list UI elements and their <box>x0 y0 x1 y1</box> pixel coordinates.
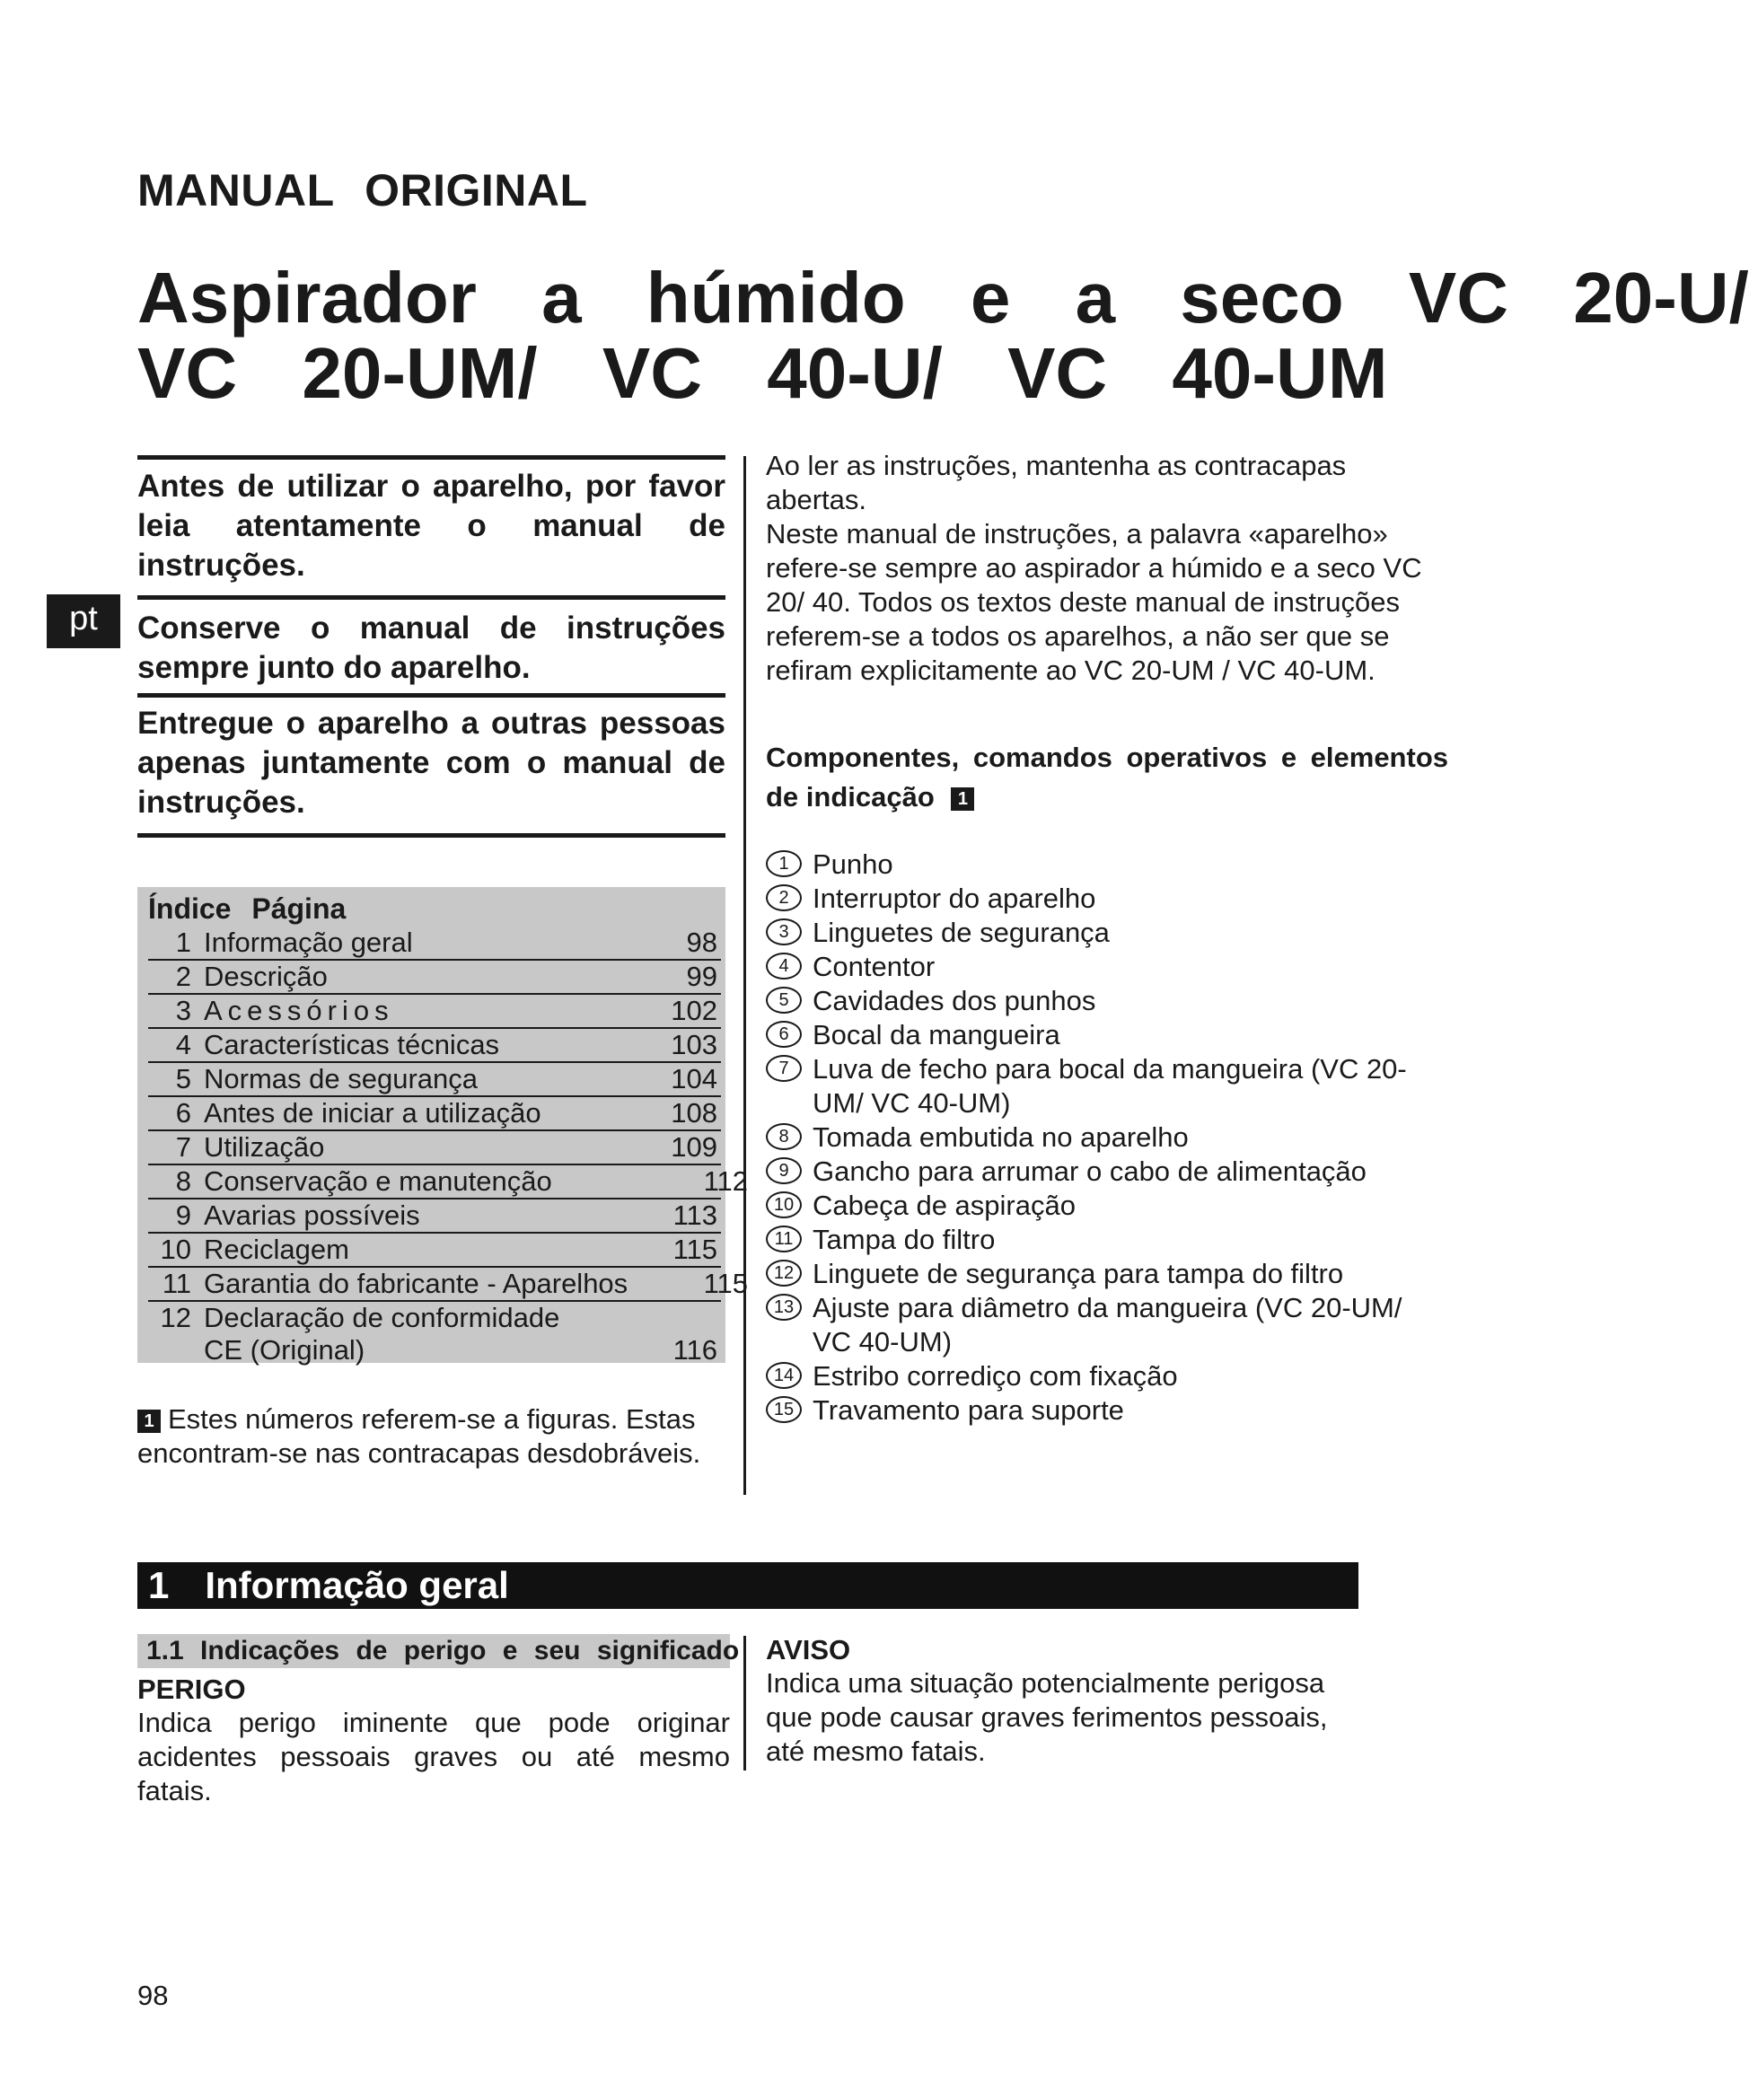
danger-text: Indica perigo iminente que pode originar acidentes pessoais graves ou até mesmo fatais. <box>137 1707 730 1806</box>
toc-page: 99 <box>686 961 717 992</box>
danger-heading: PERIGO <box>137 1674 246 1705</box>
item-number-badge: 3 <box>766 918 802 945</box>
figure-number-icon: 1 <box>137 1410 161 1433</box>
toc-page: 98 <box>686 927 717 958</box>
toc-label: Normas de segurança <box>204 1063 478 1094</box>
item-number-badge: 15 <box>766 1396 802 1423</box>
figure-note <box>137 1402 730 1471</box>
components-heading: Componentes, comandos operativos e elementos de indicação 1 <box>766 742 1448 813</box>
toc-page: 113 <box>672 1199 717 1231</box>
table-of-contents <box>137 887 748 1366</box>
toc-label: Avarias possíveis <box>204 1199 420 1231</box>
toc-row[interactable]: 8 Conservação e manutenção 112 <box>148 1165 721 1199</box>
toc-page: 115 <box>672 1234 717 1265</box>
section-heading <box>137 1562 1358 1609</box>
toc-label: Declaração de conformidade CE (Original) <box>204 1302 560 1366</box>
toc-page: 108 <box>671 1097 717 1129</box>
figure-note-text: Estes números referem-se a figuras. Estas encontram-se nas contracapas desdobráveis. <box>137 1403 701 1469</box>
list-item: 10 Cabeça de aspiração <box>766 1189 1448 1223</box>
list-item: 15 Travamento para suporte <box>766 1393 1448 1428</box>
notice-keep-manual: Conserve o manual de instruções sempre junto do aparelho. <box>137 611 725 685</box>
page-title <box>137 260 1749 411</box>
warning-text: Indica uma situação potencialmente perigosa que pode causar graves ferimentos pessoais, até mesmo fatais. <box>766 1667 1328 1767</box>
toc-page: 103 <box>671 1029 717 1060</box>
item-number-badge: 2 <box>766 884 802 911</box>
components-list <box>766 848 1448 1428</box>
item-number-badge: 12 <box>766 1260 802 1287</box>
notice-rule-2 <box>137 595 725 600</box>
toc-row[interactable]: 10 Reciclagem 115 <box>148 1234 721 1268</box>
toc-row[interactable]: 6 Antes de iniciar a utilização 108 <box>148 1097 721 1131</box>
toc-page: 104 <box>671 1063 717 1094</box>
subsection-heading: 1.1 Indicações de perigo e seu significado <box>137 1634 730 1668</box>
toc-row[interactable]: 4 Características técnicas 103 <box>148 1029 721 1063</box>
item-number-badge: 8 <box>766 1123 802 1150</box>
item-number-badge: 13 <box>766 1294 802 1321</box>
item-number-badge: 9 <box>766 1157 802 1184</box>
toc-row[interactable]: 7 Utilização 109 <box>148 1131 721 1165</box>
list-item: 11 Tampa do filtro <box>766 1223 1448 1257</box>
item-number-badge: 14 <box>766 1362 802 1389</box>
list-item: 6 Bocal da mangueira <box>766 1018 1448 1052</box>
page-number: 98 <box>137 1980 169 2011</box>
toc-page: 109 <box>671 1131 717 1163</box>
toc-header: Índice Página <box>148 892 347 925</box>
list-item: 8 Tomada embutida no aparelho <box>766 1120 1448 1155</box>
toc-label: Antes de iniciar a utilização <box>204 1097 541 1129</box>
notice-rule-bottom <box>137 833 725 838</box>
item-number-badge: 10 <box>766 1191 802 1218</box>
toc-row[interactable]: 2 Descrição 99 <box>148 961 721 995</box>
intro-paragraph-1: Ao ler as instruções, mantenha as contracapas abertas. <box>766 450 1347 515</box>
section-title: Informação geral <box>205 1564 509 1606</box>
toc-label: Garantia do fabricante - Aparelhos <box>204 1268 628 1299</box>
toc-label: Informação geral <box>204 927 413 958</box>
item-number-badge: 4 <box>766 953 802 980</box>
list-item: 14 Estribo corrediço com fixação <box>766 1359 1448 1393</box>
toc-row[interactable]: 3 Acessórios 102 <box>148 995 721 1029</box>
title-line-1: Aspirador a húmido e a seco VC 20-U/ <box>137 258 1749 338</box>
toc-label: Conservação e manutenção <box>204 1165 552 1197</box>
language-tab: pt <box>47 594 120 648</box>
toc-label: Utilização <box>204 1131 325 1163</box>
column-divider-section <box>743 1636 746 1771</box>
item-number-badge: 1 <box>766 850 802 877</box>
toc-row[interactable]: 1 Informação geral 98 <box>148 927 721 961</box>
item-number-badge: 6 <box>766 1021 802 1048</box>
title-line-2: VC 20-UM/ VC 40-U/ VC 40-UM <box>137 333 1388 413</box>
column-divider <box>743 456 746 1495</box>
item-number-badge: 11 <box>766 1226 802 1252</box>
list-item: 1 Punho <box>766 848 1448 882</box>
toc-label: Acessórios <box>204 995 394 1026</box>
list-item: 9 Gancho para arrumar o cabo de alimentação <box>766 1155 1448 1189</box>
toc-row[interactable]: 5 Normas de segurança 104 <box>148 1063 721 1097</box>
toc-label: Características técnicas <box>204 1029 500 1060</box>
notice-rule-3 <box>137 693 725 698</box>
list-item: 12 Linguete de segurança para tampa do filtro <box>766 1257 1448 1291</box>
toc-label: Reciclagem <box>204 1234 349 1265</box>
toc-row[interactable]: 9 Avarias possíveis 113 <box>148 1199 721 1234</box>
toc-page: 115 <box>703 1268 748 1299</box>
list-item: 4 Contentor <box>766 950 1448 984</box>
toc-row[interactable]: 12 Declaração de conformidade CE (Original) 116 <box>160 1302 717 1366</box>
list-item: 5 Cavidades dos punhos <box>766 984 1448 1018</box>
manual-label: MANUAL ORIGINAL <box>137 165 588 215</box>
list-item: 7 Luva de fecho para bocal da mangueira (VC 20-UM/ VC 40-UM) <box>766 1052 1448 1120</box>
toc-page: 102 <box>671 995 717 1026</box>
list-item: 3 Linguetes de segurança <box>766 916 1448 950</box>
section-number: 1 <box>148 1564 170 1606</box>
toc-row[interactable]: 11 Garantia do fabricante - Aparelhos 115 <box>148 1268 721 1302</box>
intro-text <box>766 449 1448 688</box>
toc-page: 112 <box>703 1165 748 1197</box>
toc-page: 116 <box>672 1334 717 1366</box>
warning-heading: AVISO <box>766 1634 851 1665</box>
toc-label: Descrição <box>204 961 328 992</box>
list-item: 2 Interruptor do aparelho <box>766 882 1448 916</box>
item-number-badge: 5 <box>766 987 802 1014</box>
notice-hand-over: Entregue o aparelho a outras pessoas apenas juntamente com o manual de instruções. <box>137 706 725 820</box>
item-number-badge: 7 <box>766 1055 802 1082</box>
notice-read-manual: Antes de utilizar o aparelho, por favor leia atentamente o manual de instruções. <box>137 469 725 583</box>
figure-number-icon: 1 <box>951 787 974 811</box>
notice-rule-top <box>137 455 725 460</box>
list-item: 13 Ajuste para diâmetro da mangueira (VC 20-UM/ VC 40-UM) <box>766 1291 1448 1359</box>
intro-paragraph-2: Neste manual de instruções, a palavra «aparelho» refere-se sempre ao aspirador a húmido e a seco VC 20/ 40. Todos os textos deste manual de instruções referem-se a todos os aparelhos, a não ser que se refiram explicitamente ao VC 20-UM / VC 40-UM. <box>766 518 1422 686</box>
